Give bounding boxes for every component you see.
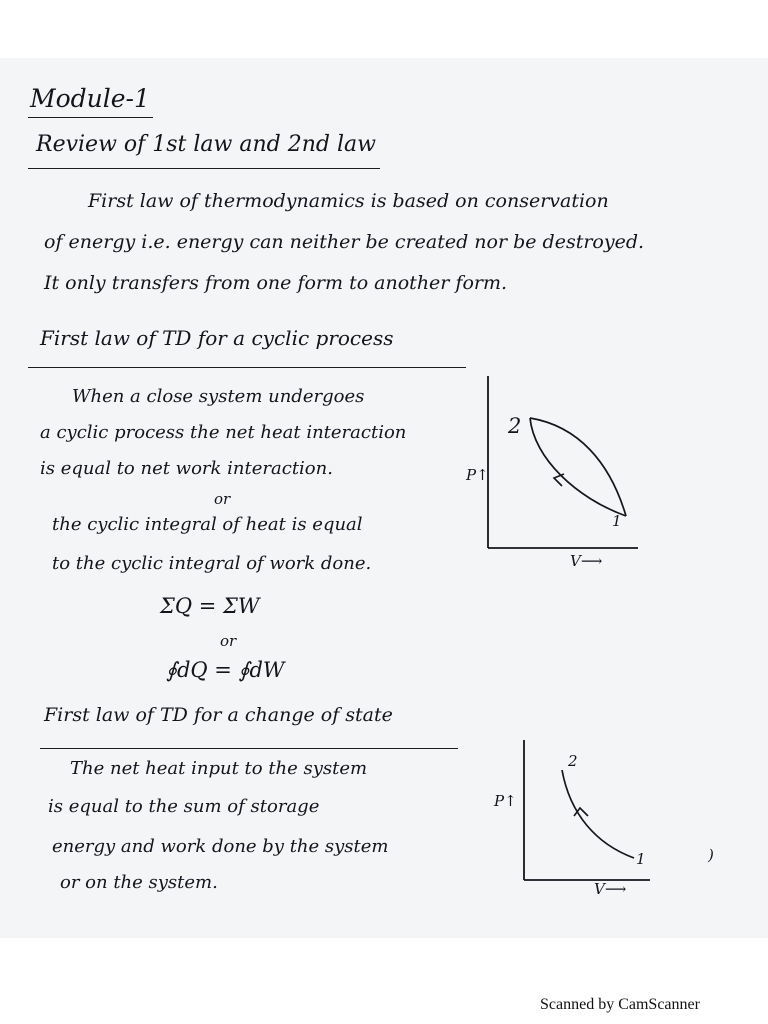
equation-sum: ΣQ = ΣW bbox=[160, 594, 260, 618]
cyclic-y-label: P↑ bbox=[466, 466, 489, 484]
state-y-label: P↑ bbox=[494, 792, 517, 810]
review-heading: Review of 1st law and 2nd law bbox=[36, 132, 376, 157]
state-line-2: is equal to the sum of storage bbox=[48, 796, 320, 817]
intro-line-1: First law of thermodynamics is based on conservation bbox=[88, 190, 609, 212]
state-line-1: The net heat input to the system bbox=[70, 758, 368, 779]
cyclic-line-2: a cyclic process the net heat interaction bbox=[40, 422, 407, 443]
intro-line-2: of energy i.e. energy can neither be created nor be destroyed. bbox=[44, 231, 645, 253]
state-point-2: 2 bbox=[568, 752, 578, 770]
cyclic-heading: First law of TD for a cyclic process bbox=[40, 326, 394, 350]
cyclic-pv-diagram bbox=[460, 370, 660, 570]
module-title: Module-1 bbox=[30, 84, 150, 113]
state-heading: First law of TD for a change of state bbox=[44, 704, 393, 726]
review-underline bbox=[28, 168, 380, 169]
title-underline bbox=[28, 117, 153, 118]
state-line-3: energy and work done by the system bbox=[52, 836, 389, 857]
state-underline bbox=[40, 748, 458, 749]
cyclic-or-2: or bbox=[220, 632, 237, 650]
cyclic-line-3: is equal to net work interaction. bbox=[40, 458, 333, 479]
cyclic-lower-curve bbox=[530, 418, 626, 516]
intro-line-3: It only transfers from one form to another form. bbox=[44, 272, 508, 294]
cyclic-underline bbox=[28, 367, 466, 368]
state-process-curve bbox=[562, 770, 634, 858]
cyclic-line-5: the cyclic integral of heat is equal bbox=[52, 514, 363, 535]
cyclic-x-label: V⟶ bbox=[570, 552, 603, 570]
cyclic-upper-curve bbox=[530, 418, 626, 516]
equation-cyclic-integral: ∮dQ = ∮dW bbox=[166, 658, 285, 682]
cyclic-line-1: When a close system undergoes bbox=[72, 386, 365, 407]
cyclic-point-2: 2 bbox=[508, 414, 522, 438]
state-point-1: 1 bbox=[636, 850, 646, 868]
state-line-4: or on the system. bbox=[60, 872, 218, 893]
state-x-label: V⟶ bbox=[594, 880, 627, 898]
state-point-mark: ) bbox=[708, 846, 714, 864]
cyclic-line-6: to the cyclic integral of work done. bbox=[52, 553, 372, 574]
cyclic-or-1: or bbox=[214, 490, 231, 508]
scanner-footer: Scanned by CamScanner bbox=[540, 996, 700, 1013]
cyclic-point-1: 1 bbox=[612, 512, 622, 530]
